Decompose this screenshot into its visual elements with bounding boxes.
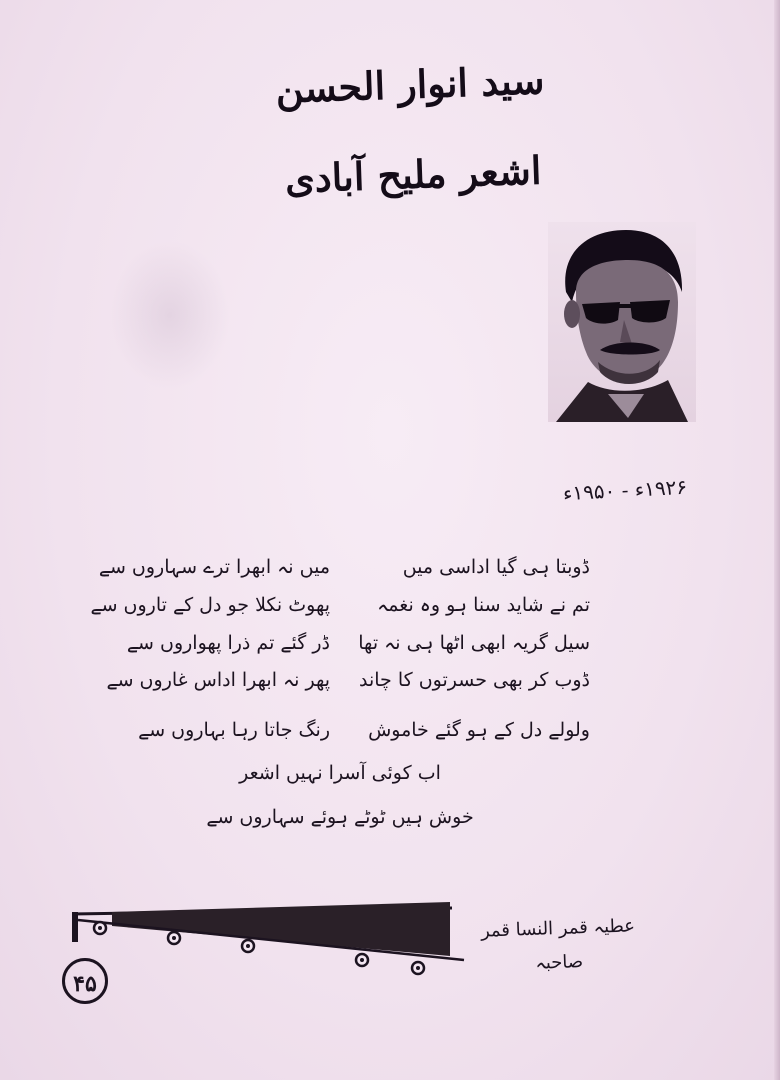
verse-line: ڈوبتا ہی گیا اداسی میں xyxy=(402,556,590,578)
paper-stain xyxy=(110,240,230,390)
verse-line: ڈوب کر بھی حسرتوں کا چاند xyxy=(359,669,590,691)
portrait-image xyxy=(548,222,696,422)
ornament-graphic xyxy=(72,896,472,980)
author-portrait xyxy=(548,222,696,422)
verse-line: پھر نہ ابھرا اداس غاروں سے xyxy=(106,669,330,691)
page-edge xyxy=(774,0,780,1080)
contributor-signature: عطیہ قمر النسا قمر صاحبہ xyxy=(480,915,636,974)
verse-line: تم نے شاید سنا ہو وہ نغمہ xyxy=(377,594,590,616)
author-dates: ۱۹۲۶ء - ۱۹۵۰ء xyxy=(562,474,688,506)
verse-line: سیل گریہ ابھی اٹھا ہی نہ تھا xyxy=(358,632,590,654)
decorative-divider xyxy=(72,896,472,980)
closing-line: اب کوئی آسرا نہیں اشعر xyxy=(239,762,441,784)
closing-line: خوش ہیں ٹوٹے ہوئے سہاروں سے xyxy=(206,806,474,828)
verse-line: ولولے دل کے ہو گئے خاموش xyxy=(368,719,590,741)
verse-line: پھوٹ نکلا جو دل کے تاروں سے xyxy=(90,594,330,616)
verse-line: رنگ جاتا رہا بہاروں سے xyxy=(138,719,330,741)
verse-line: ڈر گئے تم ذرا پھواروں سے xyxy=(126,632,330,654)
page-number: ۴۵ xyxy=(62,958,108,1004)
page-title: سید انوار الحسن اشعر ملیح آبادی xyxy=(274,57,546,202)
verse-line: میں نہ ابھرا ترے سہاروں سے xyxy=(98,556,330,578)
